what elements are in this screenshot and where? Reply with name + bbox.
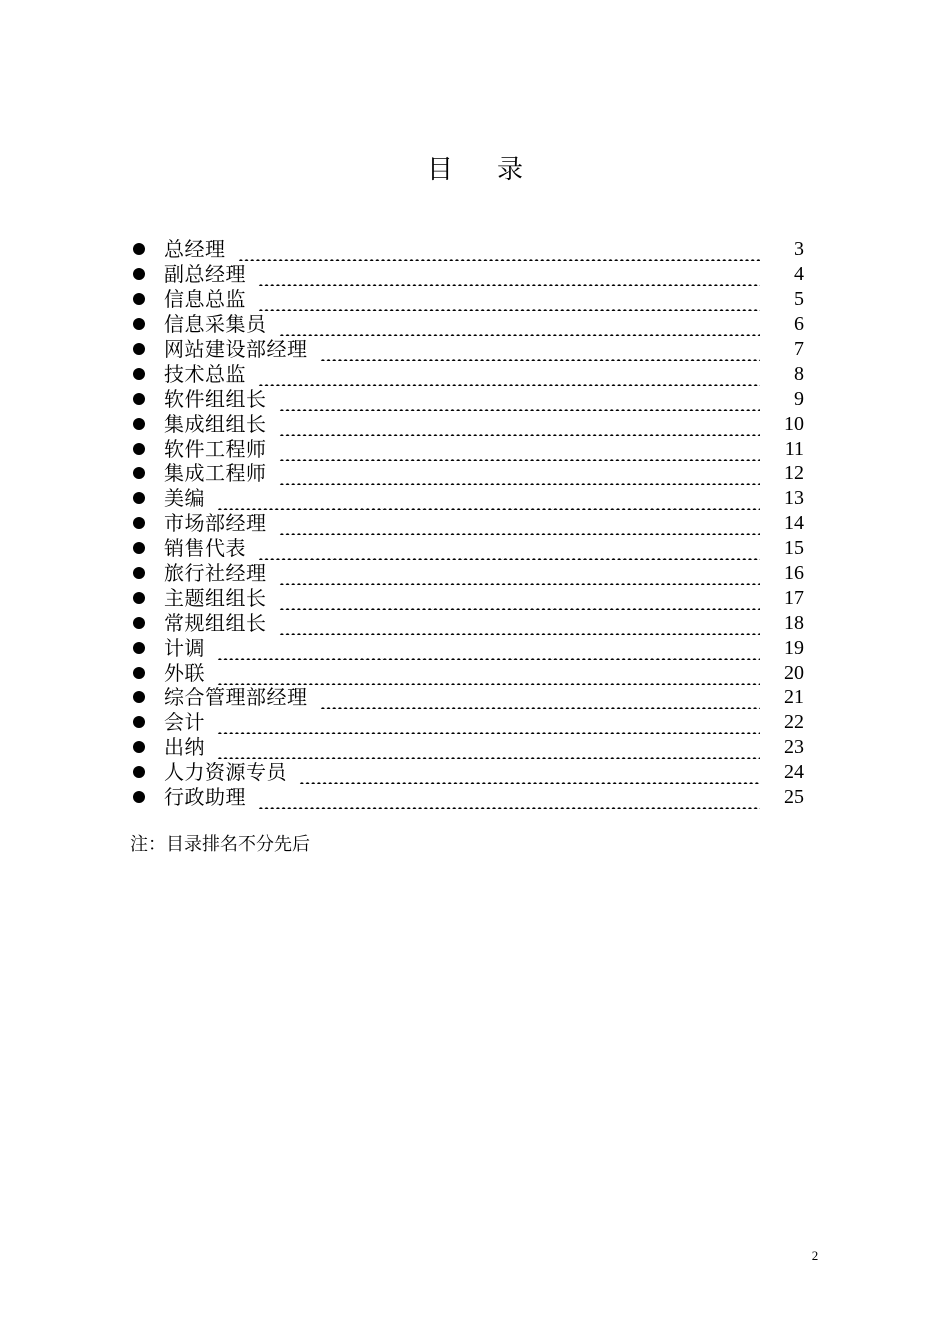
toc-entry[interactable] [130,760,804,785]
dot-leader [279,586,761,610]
toc-entry[interactable] [130,735,804,760]
toc-entry-page-number: 9 [794,387,804,410]
toc-entry[interactable] [130,585,804,610]
toc-entry-title: 会计 [164,710,205,735]
bullet-icon [133,492,145,504]
bullet-icon [133,418,145,430]
toc-entry[interactable] [130,361,804,386]
bullet-icon [133,443,145,455]
toc-entry-page-number: 13 [784,487,804,510]
toc-entry-title: 技术总监 [164,361,246,386]
bullet-icon [133,667,145,679]
bullet-icon [133,716,145,728]
toc-entry-page-number: 24 [784,761,804,784]
bullet-icon [133,542,145,554]
toc-entry[interactable] [130,486,804,511]
dot-leader [217,636,760,660]
bullet-icon [133,467,145,479]
bullet-icon [133,517,145,529]
toc-entry[interactable] [130,312,804,337]
dot-leader [258,287,760,311]
dot-leader [279,387,761,411]
bullet-icon [133,268,145,280]
toc-entry-title: 集成组组长 [164,411,267,436]
toc-entry[interactable] [130,262,804,287]
toc-entry[interactable] [130,610,804,635]
dot-leader [279,561,761,585]
dot-leader [320,337,761,361]
dot-leader [258,362,760,386]
bullet-icon [133,766,145,778]
bullet-icon [133,343,145,355]
toc-entry[interactable] [130,386,804,411]
toc-entry-title: 旅行社经理 [164,561,267,586]
dot-leader [258,262,760,286]
toc-entry-page-number: 8 [794,362,804,385]
toc-entry-title: 信息采集员 [164,312,267,337]
toc-entry[interactable] [130,511,804,536]
toc-entry-title: 常规组组长 [164,610,267,635]
toc-entry-page-number: 20 [784,661,804,684]
toc-entry-page-number: 11 [784,437,804,460]
toc-entry-title: 信息总监 [164,287,246,312]
dot-leader [279,437,761,461]
toc-entry-page-number: 16 [784,562,804,585]
toc-entry-page-number: 3 [794,238,804,261]
toc-entry-page-number: 4 [794,263,804,286]
dot-leader [279,412,761,436]
bullet-icon [133,791,145,803]
toc-entry-title: 市场部经理 [164,511,267,536]
toc-entry[interactable] [130,785,804,810]
toc-entry-page-number: 17 [784,586,804,609]
toc-entry[interactable] [130,635,804,660]
toc-entry-page-number: 18 [784,611,804,634]
dot-leader [279,611,761,635]
toc-entry[interactable] [130,461,804,486]
toc-entry-title: 主题组组长 [164,585,267,610]
toc-entry-page-number: 15 [784,537,804,560]
toc-entry-page-number: 12 [784,462,804,485]
toc-entry[interactable] [130,287,804,312]
toc-entry[interactable] [130,561,804,586]
toc-entry-title: 网站建设部经理 [164,337,308,361]
bullet-icon [133,318,145,330]
bullet-icon [133,617,145,629]
toc-entry-title: 销售代表 [164,536,246,561]
dot-leader [320,685,761,709]
toc-entry[interactable] [130,411,804,436]
toc-entry-page-number: 6 [794,313,804,336]
toc-entry[interactable] [130,436,804,461]
toc-entry-title: 集成工程师 [164,461,267,486]
dot-leader [299,760,760,784]
dot-leader [279,312,761,336]
toc-entry-title: 综合管理部经理 [164,685,308,710]
dot-leader [217,661,760,685]
dot-leader [238,237,761,261]
page-title: 目录 [426,155,567,185]
toc-entry-page-number: 14 [784,512,804,535]
toc-entry-page-number: 10 [784,412,804,435]
table-of-contents [130,237,804,809]
toc-entry[interactable] [130,685,804,710]
toc-entry-title: 出纳 [164,735,205,760]
bullet-icon [133,368,145,380]
toc-entry-title: 总经理 [164,237,226,262]
toc-entry-title: 软件组组长 [164,386,267,411]
dot-leader [217,735,760,759]
toc-entry-title: 副总经理 [164,262,246,287]
toc-entry[interactable] [130,710,804,735]
dot-leader [258,536,760,560]
toc-entry-page-number: 23 [784,736,804,759]
toc-entry-page-number: 5 [794,288,804,311]
bullet-icon [133,567,145,579]
toc-entry-page-number: 21 [784,686,804,709]
bullet-icon [133,691,145,703]
toc-entry-title: 行政助理 [164,785,246,810]
toc-entry[interactable] [130,237,804,262]
toc-entry-page-number: 25 [784,786,804,809]
toc-entry-title: 计调 [164,635,205,660]
dot-leader [217,486,760,510]
toc-entry-title: 人力资源专员 [164,760,287,785]
bullet-icon [133,293,145,305]
bullet-icon [133,741,145,753]
toc-entry[interactable] [130,660,804,685]
bullet-icon [133,393,145,405]
bullet-icon [133,642,145,654]
toc-entry-page-number: 19 [784,636,804,659]
toc-note: 注：目录排名不分先后 [130,834,310,855]
dot-leader [279,461,761,485]
dot-leader [279,511,761,535]
bullet-icon [133,243,145,255]
toc-entry-page-number: 22 [784,711,804,734]
bullet-icon [133,592,145,604]
toc-entry-title: 美编 [164,486,205,511]
dot-leader [258,785,760,809]
toc-entry[interactable] [130,536,804,561]
toc-entry-title: 软件工程师 [164,436,267,461]
dot-leader [217,710,760,734]
toc-entry-page-number: 7 [794,338,804,360]
footer-page-number: 2 [811,1248,819,1263]
toc-entry[interactable] [130,337,804,362]
toc-entry-title: 外联 [164,660,205,685]
